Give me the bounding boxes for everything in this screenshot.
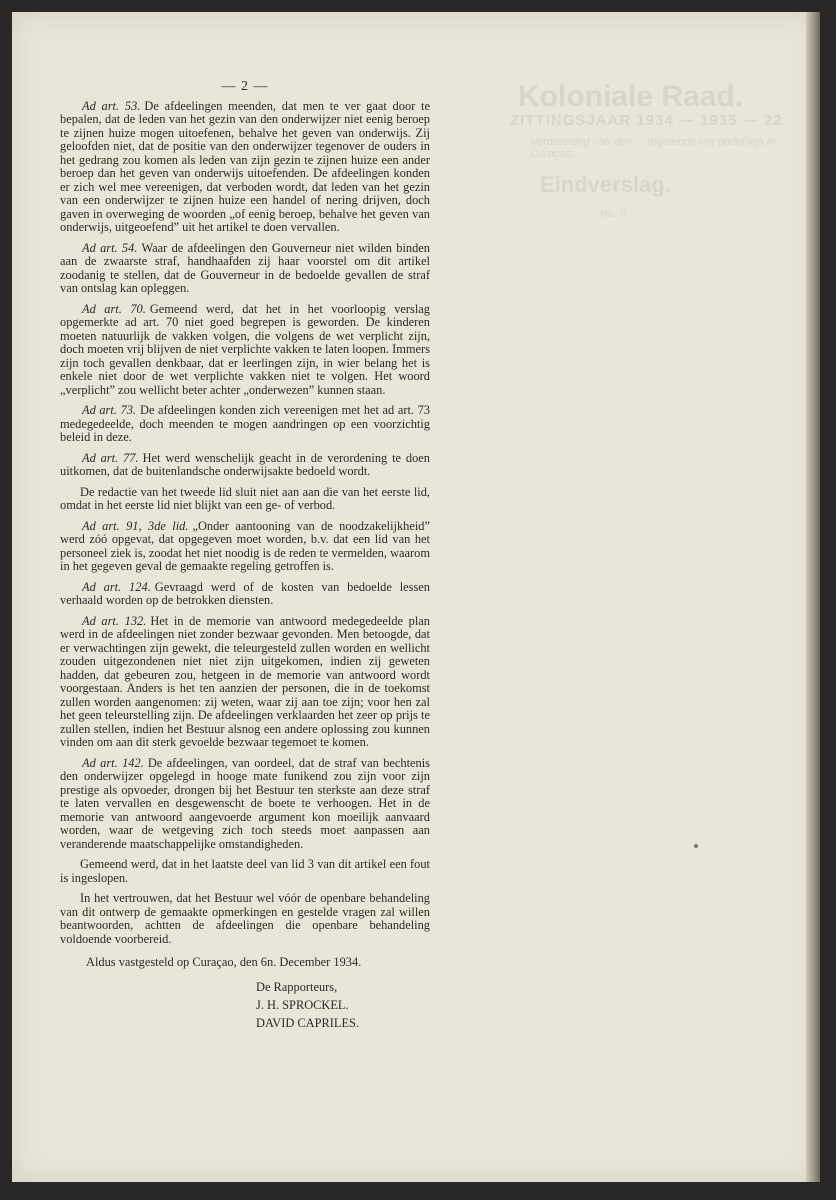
paper-speck xyxy=(694,844,698,848)
paragraph-text: Het in de memorie van antwoord medegedeelde plan werd in de afdeelingen niet zonder bezwaar gevonden. Men betoogde, dat er verwachtingen zijn gewekt, die teleurgesteld zullen worden en wellicht zouden uitgezondenen niet niet zijn uitgekomen, indien zij geweten hadden, dat gebeuren zou, hetgeen in de memorie van antwoord wordt voorgestaan. Anders is het ten aanzien der personen, die in de toekomst zullen worden aangenomen: zij weten, waar zij aan toe zijn; voor hen zal het geen teleurstelling zijn. De afdeelingen verklaarden het zeer op prijs te zullen stellen, indien het Bestuur alsnog een andere oplossing zou kunnen vinden om aan dit sterk gevoelde bezwaar tegemoet te komen. xyxy=(60,613,431,749)
paragraph-text: De afdeelingen, van oordeel, dat de straf van bechtenis den onderwijzer opgelegd in hooge mate funikend zou zijn voor zijn prestige als opvoeder, drongen bij het Bestuur ten sterkste aan deze straf te laten vervallen en desgewenscht de boete te verhoogen. Het in de memorie van antwoord aangevoerde argument kon moeilijk aanvaard worden, waar de wetgeving zich toch steeds moet aanpassen aan veranderende maatschappelijke omstandigheden. xyxy=(60,755,431,851)
paragraph-text: „Onder aantooning van de noodzakelijkheid” werd zóó opgevat, dat opgegeven moet worden, b.v. dat een lid van het personeel ziek is, zoodat het niet noodig is de reden te vermelden, waarom in het gegeven geval de gemaakte regeling getroffen is. xyxy=(60,518,430,573)
paragraph xyxy=(60,404,430,445)
paragraph-text: Waar de afdeelingen den Gouverneur niet wilden binden aan de zwaarste straf, handhaafden zij haar voorstel om dit artikel zoodanig te stellen, dat de Gouverneur in de bedoelde gevallen de straf van ontslag kan opleggen. xyxy=(60,240,430,295)
article-reference: Ad art. 73. xyxy=(82,403,136,417)
bleed-through-text xyxy=(510,80,800,280)
article-reference: Ad art. 91, 3de lid. xyxy=(82,518,189,533)
paragraph-text: In het vertrouwen, dat het Bestuur wel vóór de openbare behandeling van dit ontwerp de gemaakte opmerkingen en gestelde vragen zal willen beantwoorden, achtten de afdeelingen die openbare behandeling voldoende voorbereid. xyxy=(60,891,430,946)
bleed-line-4: Eindverslag. xyxy=(540,172,671,197)
paragraph-text: Het werd wenschelijk geacht in de verordening te doen uitkomen, dat de buitenlandsche onderwijsakte bedoeld wordt. xyxy=(60,450,430,478)
paragraph-text: De redactie van het tweede lid sluit niet aan aan die van het eerste lid, omdat in het eerste lid niet blijkt van een ge- of verbod. xyxy=(60,484,430,512)
article-reference: Ad art. 124. xyxy=(82,579,151,594)
bleed-line-5: No. 6. xyxy=(600,208,630,220)
article-reference: Ad art. 77. xyxy=(82,450,139,465)
paragraph-text: Gemeend werd, dat in het laatste deel van lid 3 van dit artikel een fout is ingeslopen. xyxy=(60,857,430,885)
paragraph-text: Gemeend werd, dat het in het voorloopig verslag opgemerkte ad art. 70 niet goed begrepen is geworden. De kinderen moeten natuurlijk de vakken volgen, die volgens de wet verplicht zijn, doch moeten vrij blijven de niet verplichte vakken te laten loopen. Immers zijn toch gevallen denkbaar, dat er leerlingen zijn, in wier belang het is enkele niet door de wet verplichte vakken niet te volgen. Het woord „verplicht” zou wellicht beter achter „onderwezen” kunnen staan. xyxy=(60,301,430,397)
paragraph xyxy=(60,892,430,946)
page-binding-edge xyxy=(806,12,820,1182)
article-reference: Ad art. 53. xyxy=(82,98,141,113)
paragraph xyxy=(60,100,430,235)
paragraph xyxy=(60,242,430,296)
rapporteurs-title: De Rapporteurs, xyxy=(256,979,338,994)
bleed-line-3: Verordening van den ... regelende het onderwijs in Curaçao. xyxy=(530,136,776,160)
signatory-capriles: DAVID CAPRILES. xyxy=(256,1015,360,1030)
article-reference: Ad art. 132. xyxy=(82,613,147,628)
paragraph-text: Gevraagd werd of de kosten van bedoelde lessen verhaald worden op de betrokken diensten. xyxy=(60,579,431,607)
closing-date-line: Aldus vastgesteld op Curaçao, den 6n. December 1934. xyxy=(86,955,362,969)
closing-block xyxy=(60,956,430,1032)
document-body xyxy=(60,80,430,1032)
paragraph xyxy=(60,757,430,852)
article-reference: Ad art. 142. xyxy=(82,755,144,770)
paragraph xyxy=(60,520,430,574)
signatory-sprockel: J. H. SPROCKEL. xyxy=(256,997,349,1012)
bleed-line-1: Koloniale Raad. xyxy=(518,80,744,113)
bleed-line-2: ZITTINGSJAAR 1934 — 1935 — 22 xyxy=(510,112,783,129)
paragraph xyxy=(60,452,430,479)
paragraph xyxy=(60,615,430,750)
article-reference: Ad art. 54. xyxy=(82,240,138,255)
paragraph xyxy=(60,858,430,885)
paragraph-list xyxy=(60,100,430,947)
paragraph-text: De afdeelingen meenden, dat men te ver gaat door te bepalen, dat de leden van het gezin van den onderwijzer niet eenig beroep te zijnen huize mogen uitoefenen, behalve het geven van onderwijs. Zij geloofden niet, dat de positie van den onderwijzer tegenover de ouders in het gedrang zou komen als leden van zijn gezin te zijnen huize een ander beroep dan het geven van onderwijs uitoefenden. De afdeelingen konden er zich wel mee vereenigen, dat verboden wordt, dat leden van het gezin van een onderwijzer te zijnen huize een handel of nering drijven, doch gaven in overweging de woorden „of eenig beroep, behalve het geven van onderwijs, uitgeoefend” uit het artikel te doen vervallen. xyxy=(60,98,430,234)
paragraph-text: De afdeelingen konden zich vereenigen met het ad art. 73 medegedeelde, doch meenden te mogen aandringen op een voorzichtig beleid in deze. xyxy=(60,403,430,444)
paragraph xyxy=(60,486,430,513)
page-number: — 2 — xyxy=(221,79,269,94)
paragraph xyxy=(60,303,430,398)
article-reference: Ad art. 70. xyxy=(82,301,146,316)
paragraph xyxy=(60,581,430,608)
